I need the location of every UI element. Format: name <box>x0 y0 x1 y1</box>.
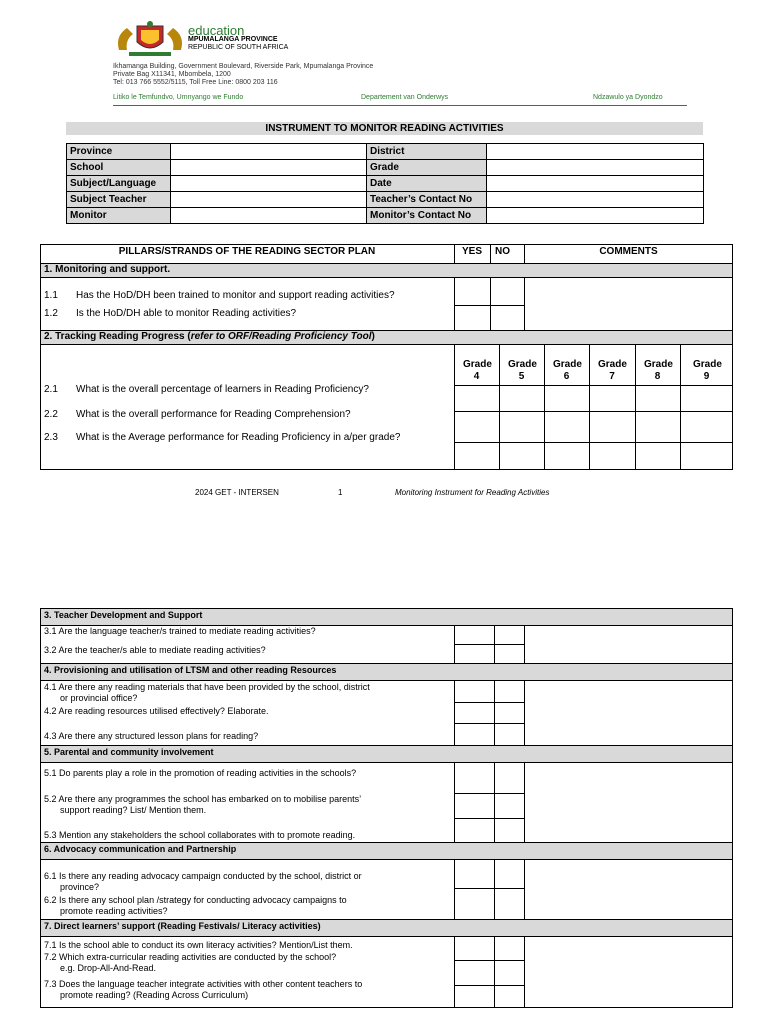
section-1-heading: 1. Monitoring and support. <box>44 264 171 275</box>
monitor-contact-field[interactable] <box>487 208 704 224</box>
grade-header: Grade 5 <box>508 359 537 382</box>
address-line-3: Tel: 013 766 5552/5115, Toll Free Line: 0800 203 116 <box>113 79 278 86</box>
question-5-2-cont: support reading? List/ Mention them. <box>60 805 207 815</box>
table-row <box>67 144 704 160</box>
question-6-1: 6.1 Is there any reading advocacy campaign conducted by the school, district or <box>44 871 362 881</box>
section-2-heading: 2. Tracking Reading Progress (refer to ORF/Reading Proficiency Tool) <box>44 331 375 342</box>
yes-header: YES <box>461 246 482 257</box>
grade-field[interactable] <box>487 160 704 176</box>
letterhead <box>105 18 705 113</box>
question-7-2-cont: e.g. Drop-All-And-Read. <box>60 963 157 973</box>
question-4-2: 4.2 Are reading resources utilised effectively? Elaborate. <box>44 706 269 716</box>
footer-doc-title: Monitoring Instrument for Reading Activities <box>395 488 550 497</box>
reading-plan-table-continued <box>40 608 733 1008</box>
question-number: 2.1 <box>44 384 58 395</box>
page-footer <box>0 488 768 500</box>
question-4-1: 4.1 Are there any reading materials that have been provided by the school, district <box>44 682 370 692</box>
grade-header: Grade 8 <box>644 359 673 382</box>
question-3-1: 3.1 Are the language teacher/s trained to mediate reading activities? <box>44 626 316 636</box>
table-row <box>67 160 704 176</box>
grade-label: Grade <box>367 160 487 176</box>
section-6-heading: 6. Advocacy communication and Partnership <box>44 844 237 854</box>
footer-code: 2024 GET - INTERSEN <box>195 488 279 497</box>
document-title: INSTRUMENT TO MONITOR READING ACTIVITIES <box>66 122 703 135</box>
grade-header: Grade 6 <box>553 359 582 382</box>
question-4-3: 4.3 Are there any structured lesson plans for reading? <box>44 731 259 741</box>
question-6-2: 6.2 Is there any school plan /strategy for conducting advocacy campaigns to <box>44 895 347 905</box>
pillars-header: PILLARS/STRANDS OF THE READING SECTOR PLAN <box>118 246 376 257</box>
subject-teacher-field[interactable] <box>171 192 367 208</box>
teacher-contact-field[interactable] <box>487 192 704 208</box>
subject-teacher-label: Subject Teacher <box>67 192 171 208</box>
address-line-1: Ikhamanga Building, Government Boulevard, Riverside Park, Mpumalanga Province <box>113 63 374 70</box>
question-6-2-cont: promote reading activities? <box>60 906 168 916</box>
language-tagline-1: Litiko le Temfundvo, Umnyango we Fundo <box>113 94 244 101</box>
question-6-1-cont: province? <box>60 882 100 892</box>
page-number: 1 <box>338 488 343 497</box>
question-7-2: 7.2 Which extra-curricular reading activities are conducted by the school? <box>44 952 337 962</box>
question-5-2: 5.2 Are there any programmes the school has embarked on to mobilise parents’ <box>44 794 362 804</box>
teacher-contact-label: Teacher’s Contact No <box>367 192 487 208</box>
brand-name: education <box>188 23 245 38</box>
question-7-3: 7.3 Does the language teacher integrate activities with other content teachers to <box>44 979 363 989</box>
republic-name: REPUBLIC OF SOUTH AFRICA <box>188 44 289 51</box>
details-table <box>66 143 704 224</box>
date-label: Date <box>367 176 487 192</box>
subject-language-label: Subject/Language <box>67 176 171 192</box>
question-2-1: What is the overall percentage of learners in Reading Proficiency? <box>76 384 369 395</box>
question-2-3: What is the Average performance for Reading Proficiency in a/per grade? <box>76 432 401 443</box>
monitor-field[interactable] <box>171 208 367 224</box>
language-tagline-3: Ndzawulo ya Dyondzo <box>593 94 663 101</box>
question-7-1: 7.1 Is the school able to conduct its own literacy activities? Mention/List them. <box>44 940 353 950</box>
question-2-2: What is the overall performance for Reading Comprehension? <box>76 409 351 420</box>
reading-plan-table <box>40 244 733 470</box>
section-5-heading: 5. Parental and community involvement <box>44 747 214 757</box>
header-divider <box>113 105 687 106</box>
district-label: District <box>367 144 487 160</box>
question-number: 2.3 <box>44 432 58 443</box>
question-number: 1.1 <box>44 290 58 301</box>
monitor-label: Monitor <box>67 208 171 224</box>
school-label: School <box>67 160 171 176</box>
monitor-contact-label: Monitor’s Contact No <box>367 208 487 224</box>
subject-language-field[interactable] <box>171 176 367 192</box>
question-5-1: 5.1 Do parents play a role in the promotion of reading activities in the schools? <box>44 768 357 778</box>
grade-header: Grade 9 <box>693 359 722 382</box>
no-header: NO <box>495 246 510 257</box>
question-number: 2.2 <box>44 409 58 420</box>
question-3-2: 3.2 Are the teacher/s able to mediate reading activities? <box>44 645 266 655</box>
province-field[interactable] <box>171 144 367 160</box>
comments-header: COMMENTS <box>599 246 658 257</box>
question-7-3-cont: promote reading? (Reading Across Curriculum) <box>60 990 249 1000</box>
district-field[interactable] <box>487 144 704 160</box>
section-3-heading: 3. Teacher Development and Support <box>44 610 203 620</box>
address-line-2: Private Bag X11341, Mbombela, 1200 <box>113 71 231 78</box>
date-field[interactable] <box>487 176 704 192</box>
section-4-heading: 4. Provisioning and utilisation of LTSM and other reading Resources <box>44 665 337 675</box>
question-1-1: Has the HoD/DH been trained to monitor and support reading activities? <box>76 290 395 301</box>
coat-of-arms-logo <box>113 20 187 58</box>
question-4-1-cont: or provincial office? <box>60 693 138 703</box>
section-7-heading: 7. Direct learners’ support (Reading Festivals/ Literacy activities) <box>44 921 321 931</box>
question-number: 1.2 <box>44 308 58 319</box>
language-tagline-2: Departement van Onderwys <box>361 94 449 101</box>
grade-header: Grade 7 <box>598 359 627 382</box>
question-5-3: 5.3 Mention any stakeholders the school collaborates with to promote reading. <box>44 830 356 840</box>
province-name: MPUMALANGA PROVINCE <box>188 36 278 43</box>
province-label: Province <box>67 144 171 160</box>
table-row <box>67 208 704 224</box>
grade-header: Grade 4 <box>463 359 492 382</box>
table-row <box>67 176 704 192</box>
school-field[interactable] <box>171 160 367 176</box>
question-1-2: Is the HoD/DH able to monitor Reading activities? <box>76 308 297 319</box>
table-row <box>67 192 704 208</box>
